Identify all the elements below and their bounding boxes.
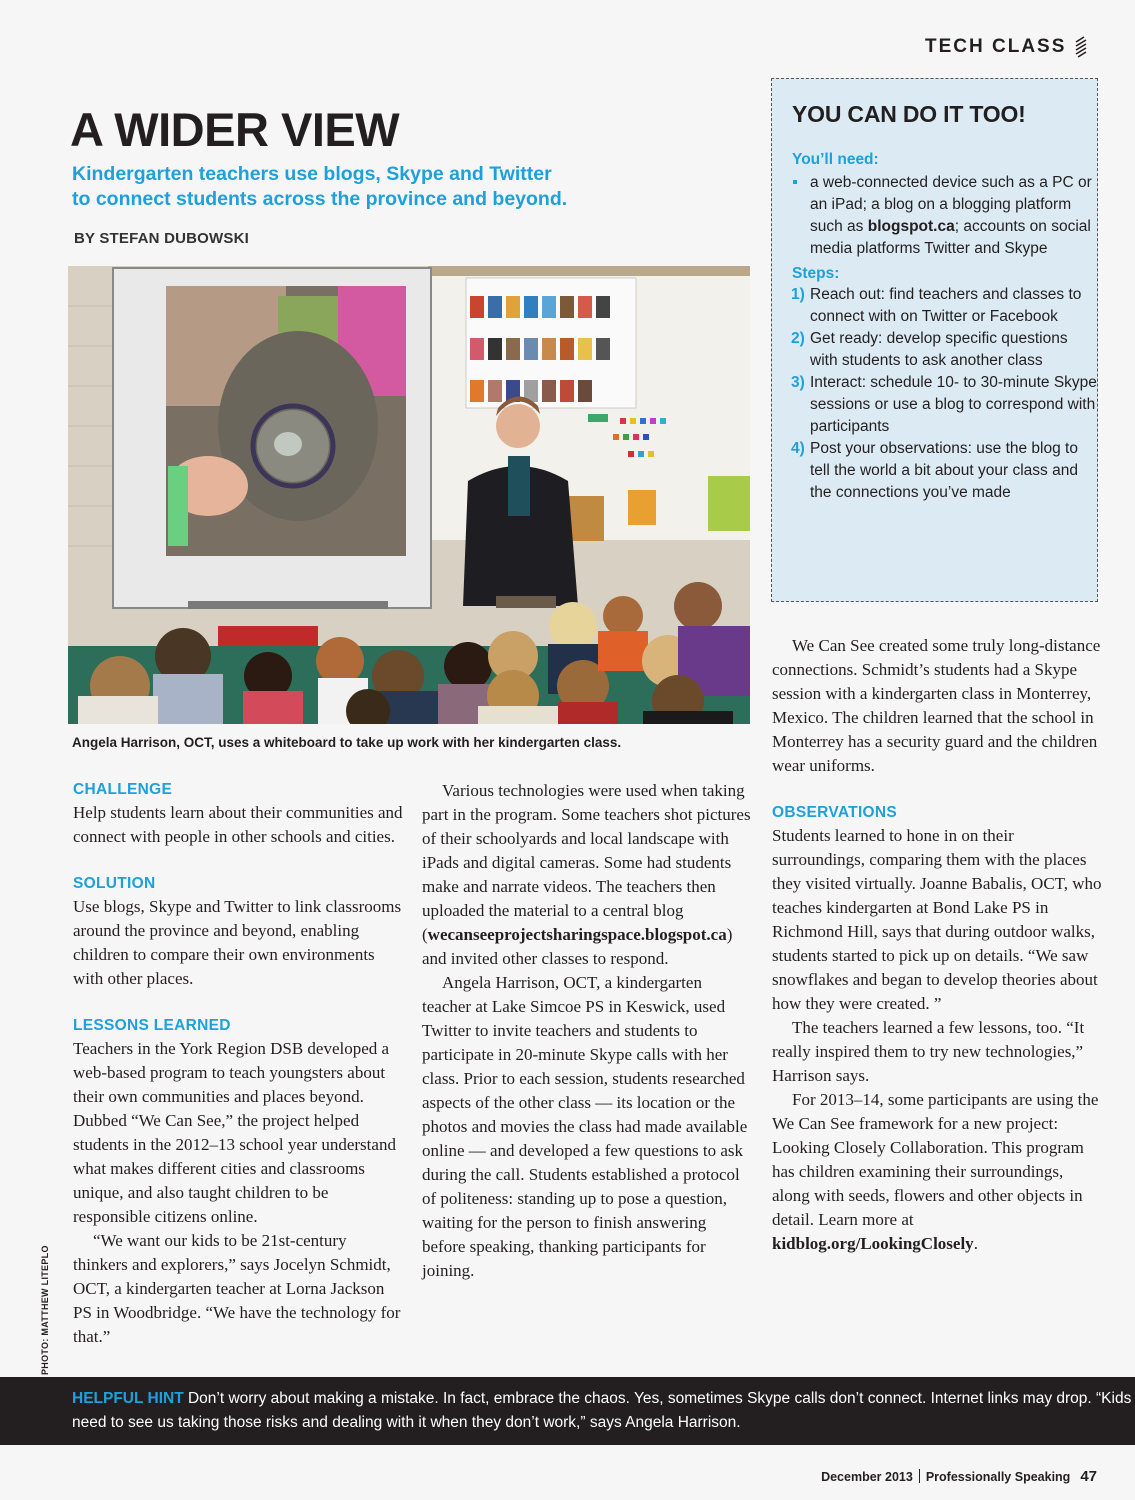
sharing-blog-link[interactable]: wecanseeprojectsharingspace.blogspot.ca [427, 925, 727, 944]
helpful-hint-bar [0, 1377, 1135, 1445]
photo-caption: Angela Harrison, OCT, uses a whiteboard to take up work with her kindergarten class. [72, 735, 622, 750]
step-item: 1) Reach out: find teachers and classes to connect with on Twitter or Facebook [791, 286, 1082, 325]
blogspot-link[interactable]: blogspot.ca [867, 218, 955, 235]
challenge-text: Help students learn about their communities and connect with people in other schools and cities. [73, 803, 403, 846]
byline: BY STEFAN DUBOWSKI [74, 230, 250, 247]
publication-name: Professionally Speaking [925, 1470, 1071, 1484]
solution-text: Use blogs, Skype and Twitter to link classrooms around the province and beyond, enabling children to compare their own environments with other places. [73, 897, 402, 988]
lessons-paragraph-1: Teachers in the York Region DSB developed a web-based program to teach youngsters about their own communities and places beyond. Dubbed “We Can See,” the project helped students in the 2012–13 school year understand what makes different cities and classrooms unique, and also taught children to be responsible citizens online. [73, 1039, 396, 1226]
step-item: 3) Interact: schedule 10- to 30-minute Skype sessions or use a blog to correspond with participants [791, 374, 1097, 435]
article-column-2 [422, 779, 752, 1283]
slash-stripes-icon [1074, 36, 1088, 58]
page-number: 47 [1080, 1468, 1097, 1485]
observations-paragraph-3: For 2013–14, some participants are using the We Can See framework for a new project: Looking Closely Collaboration. This program has children examining their surroundings, along with seeds, flowers and other objects in detail. Learn more at kidblog.org/LookingClosely. [772, 1090, 1099, 1253]
section-label [925, 36, 1088, 58]
steps-list [792, 284, 1097, 504]
article-column-3 [772, 634, 1102, 1256]
classroom-photo [68, 266, 750, 724]
step-number: 2) [791, 330, 805, 347]
article-column-1 [73, 779, 403, 1349]
step-number: 3) [791, 374, 805, 391]
hint-label: HELPFUL HINT [72, 1390, 184, 1407]
lessons-paragraph-4: Angela Harrison, OCT, a kindergarten teacher at Lake Simcoe PS in Keswick, used Twitter to invite teachers and students to participate in 20-minute Skype calls with her class. Prior to each session, students researched aspects of the other class — its location or the photos and movies the class had made available online — and developed a few questions to ask during the call. Students established a protocol of politeness: standing up to pose a question, waiting for the person to finish answering before speaking, thanking participants for joining. [422, 973, 748, 1280]
step-item: 2) Get ready: develop specific questions with students to ask another class [791, 330, 1068, 369]
needs-label: You’ll need: [792, 151, 879, 168]
article-title: A WIDER VIEW [70, 103, 400, 156]
lessons-paragraph-3: Various technologies were used when taking part in the program. Some teachers shot pictures of their schoolyards and local landscape with iPads and digital cameras. Some had students make and narrate videos. The teachers then uploaded the material to a central blog (wecanseeprojectsharingspace.blogspot.ca) and invited other classes to respond. [422, 781, 751, 968]
footer-divider [919, 1469, 920, 1483]
observations-paragraph-1: Students learned to hone in on their surroundings, comparing them with the places they visited virtually. Joanne Babalis, OCT, who teaches kindergarten at Bond Lake PS in Richmond Hill, says that during outdoor walks, students started to pick up on details. “We saw snowflakes and began to develop theories about how they were created. ” [772, 826, 1102, 1013]
lessons-paragraph-5: We Can See created some truly long-distance connections. Schmidt’s students had a Skype session with a kindergarten class in Monterrey, Mexico. The children learned that the school in Monterrey has a security guard and the children wear uniforms. [772, 636, 1101, 775]
solution-heading: SOLUTION [73, 875, 156, 892]
deck-line-2: to connect students across the province and beyond. [72, 188, 568, 210]
step-number: 4) [791, 440, 805, 457]
tip-box-title: YOU CAN DO IT TOO! [792, 101, 1026, 127]
challenge-heading: CHALLENGE [73, 781, 173, 798]
steps-label: Steps: [792, 265, 840, 282]
observations-heading: OBSERVATIONS [772, 804, 898, 821]
observations-paragraph-2: The teachers learned a few lessons, too. “It really inspired them to try new technologies,” Harrison says. [772, 1018, 1085, 1085]
needs-item: a web-connected device such as a PC or an iPad; a blog on a blogging platform such as blogspot.ca; accounts on social media platforms Twitter and Skype [792, 172, 1097, 260]
classroom-photo-illustration [68, 266, 750, 724]
needs-list [792, 172, 1097, 260]
step-item: 4) Post your observations: use the blog to tell the world a bit about your class and the connections you’ve made [791, 440, 1078, 501]
issue-date: December 2013 [821, 1470, 913, 1484]
kidblog-link[interactable]: kidblog.org/LookingClosely [772, 1234, 974, 1253]
hint-text: Don’t worry about making a mistake. In fact, embrace the chaos. Yes, sometimes Skype calls don’t connect. Internet links may drop. “Kids need to see us taking those risks and dealing with it when they don’t work,” says Angela Harrison. [72, 1390, 1132, 1431]
deck-line-1: Kindergarten teachers use blogs, Skype and Twitter [72, 163, 552, 185]
lessons-paragraph-2: “We want our kids to be 21st-century thinkers and explorers,” says Jocelyn Schmidt, OCT, a kindergarten teacher at Lorna Jackson PS in Woodbridge. “We have the technology for that.” [73, 1231, 401, 1346]
lessons-heading: LESSONS LEARNED [73, 1017, 231, 1034]
photo-credit: PHOTO: MATTHEW LITEPLO [40, 1245, 50, 1375]
tip-box [771, 78, 1098, 602]
section-label-text: TECH CLASS [925, 36, 1067, 57]
page-footer [821, 1467, 1097, 1485]
step-number: 1) [791, 286, 805, 303]
article-deck [72, 162, 632, 212]
square-bullet-icon [793, 180, 797, 184]
